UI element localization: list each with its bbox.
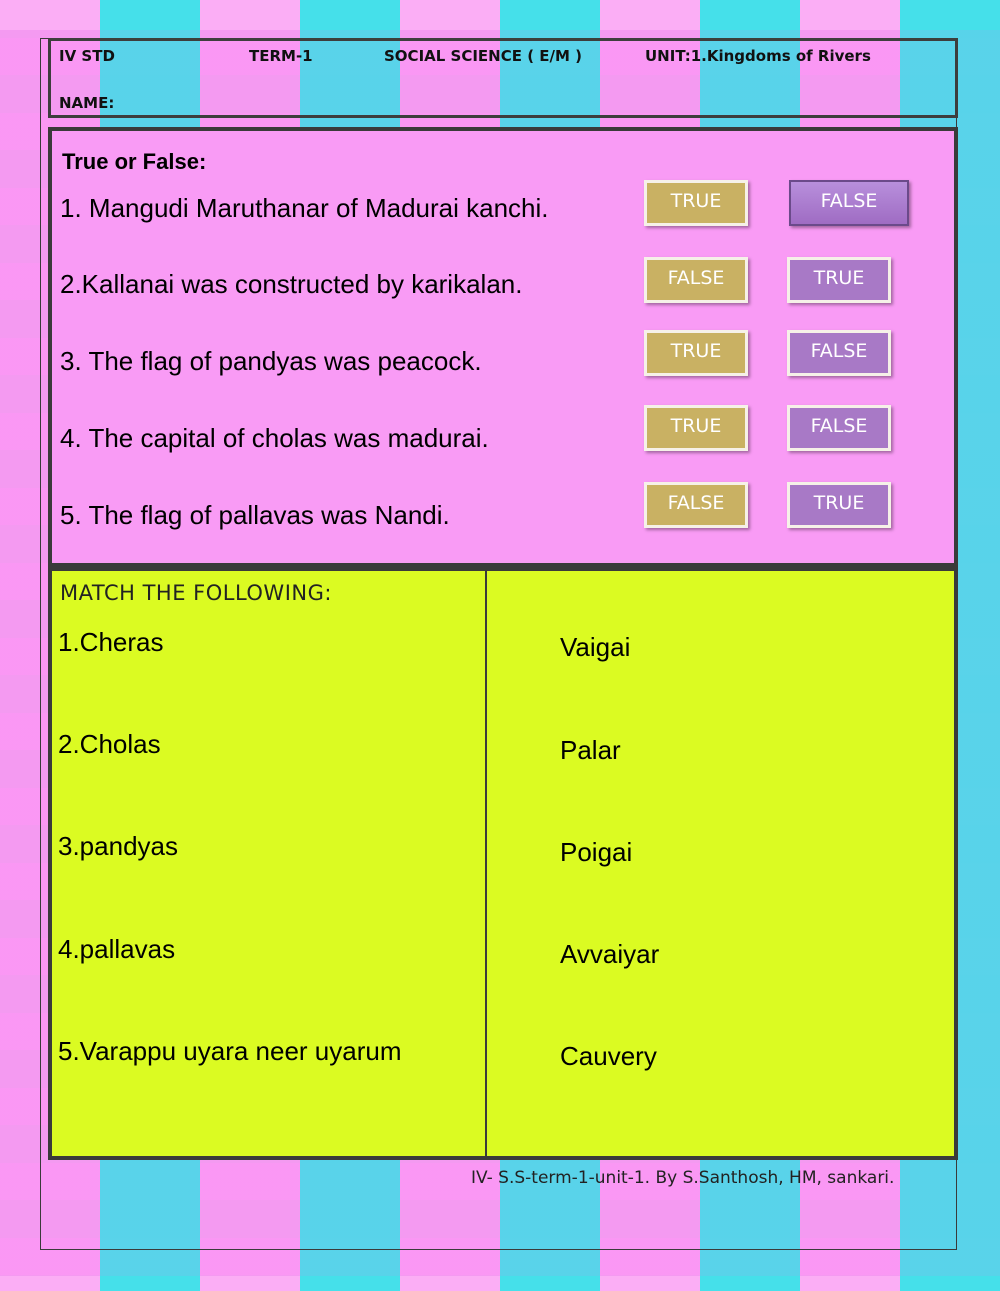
match-right-item-3[interactable]: Poigai <box>560 837 633 867</box>
footer-credit: IV- S.S-term-1-unit-1. By S.Santhosh, HM, sankari. <box>471 1168 895 1188</box>
true-false-title: True or False: <box>62 149 207 174</box>
match-right-item-4[interactable]: Avvaiyar <box>560 939 660 969</box>
question-4: 4. The capital of cholas was madurai. <box>60 423 489 453</box>
q2-true-button[interactable]: TRUE <box>787 257 891 303</box>
match-right-item-1[interactable]: Vaigai <box>560 632 631 662</box>
match-right-item-5[interactable]: Cauvery <box>560 1041 657 1071</box>
match-right-item-2[interactable]: Palar <box>560 735 621 765</box>
match-left-item-4[interactable]: 4.pallavas <box>58 934 176 964</box>
q2-false-button[interactable]: FALSE <box>644 257 748 303</box>
match-left-item-5[interactable]: 5.Varappu uyara neer uyarum <box>58 1036 402 1066</box>
true-false-section <box>48 127 958 567</box>
bottom-stripe <box>0 1276 1000 1291</box>
q3-true-button[interactable]: TRUE <box>644 330 748 376</box>
top-stripe <box>0 0 1000 30</box>
q5-true-button[interactable]: TRUE <box>787 482 891 528</box>
subject-label: SOCIAL SCIENCE ( E/M ) <box>384 47 583 65</box>
q4-true-button[interactable]: TRUE <box>644 405 748 451</box>
match-left-item-2[interactable]: 2.Cholas <box>58 729 161 759</box>
term-label: TERM-1 <box>249 47 313 65</box>
q1-true-button[interactable]: TRUE <box>644 180 748 226</box>
match-left-item-1[interactable]: 1.Cheras <box>58 627 164 657</box>
q1-false-button[interactable]: FALSE <box>789 180 909 226</box>
worksheet-header <box>48 38 958 118</box>
name-label: NAME: <box>59 94 115 112</box>
question-5: 5. The flag of pallavas was Nandi. <box>60 500 450 530</box>
match-section <box>48 567 958 1160</box>
q4-false-button[interactable]: FALSE <box>787 405 891 451</box>
question-1: 1. Mangudi Maruthanar of Madurai kanchi. <box>60 193 549 223</box>
q3-false-button[interactable]: FALSE <box>787 330 891 376</box>
match-left-item-3[interactable]: 3.pandyas <box>58 831 178 861</box>
match-title: MATCH THE FOLLOWING: <box>60 581 332 605</box>
question-2: 2.Kallanai was constructed by karikalan. <box>60 269 523 299</box>
question-3: 3. The flag of pandyas was peacock. <box>60 346 482 376</box>
q5-false-button[interactable]: FALSE <box>644 482 748 528</box>
unit-label: UNIT:1.Kingdoms of Rivers <box>645 47 871 65</box>
column-divider <box>485 571 487 1156</box>
std-label: IV STD <box>59 47 115 65</box>
